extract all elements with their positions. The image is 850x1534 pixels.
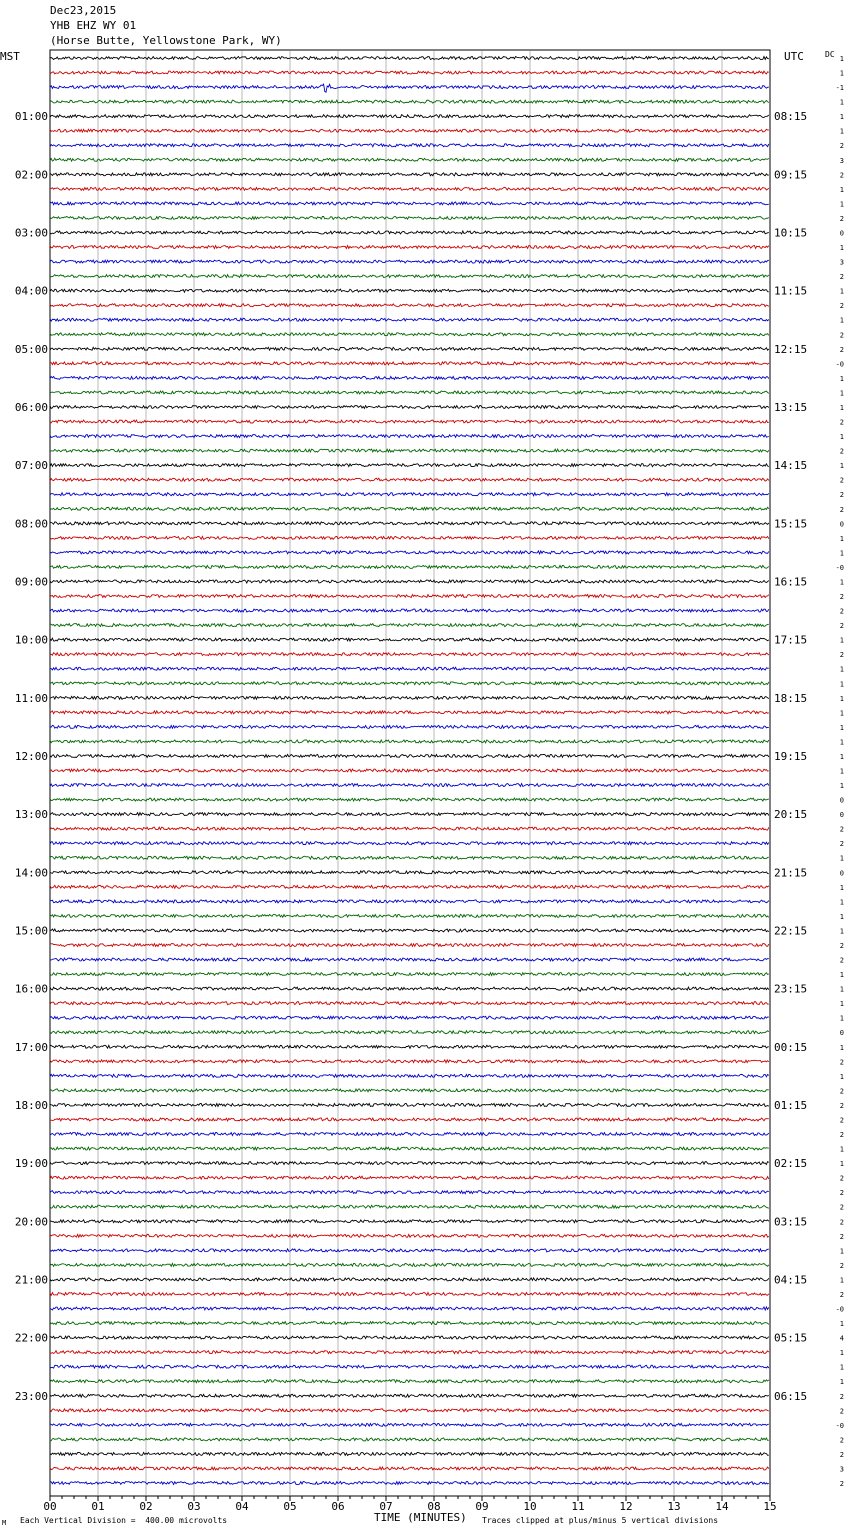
dc-value: 1 bbox=[839, 1247, 844, 1256]
trace-row-92 bbox=[50, 1394, 769, 1397]
hour-label-left: 11:00 bbox=[14, 691, 48, 705]
hour-label-right: 01:15 bbox=[774, 1098, 808, 1112]
trace-row-90 bbox=[50, 1365, 769, 1368]
x-tick-label: 11 bbox=[571, 1500, 585, 1513]
trace-row-85 bbox=[50, 1292, 769, 1295]
dc-value: 1 bbox=[839, 374, 844, 383]
right-timezone-label: UTC bbox=[784, 50, 804, 63]
dc-value: 1 bbox=[839, 549, 844, 558]
x-tick-label: 10 bbox=[523, 1500, 537, 1513]
hour-label-right: 04:15 bbox=[774, 1273, 808, 1287]
dc-value: 2 bbox=[839, 214, 844, 223]
dc-value: -0 bbox=[835, 563, 844, 572]
trace-row-63 bbox=[50, 973, 769, 976]
dc-value: 2 bbox=[839, 1218, 844, 1227]
dc-value: 1 bbox=[839, 723, 844, 732]
dc-value: 2 bbox=[839, 1261, 844, 1270]
dc-value: 3 bbox=[839, 1465, 844, 1474]
dc-value: -1 bbox=[835, 84, 844, 93]
seismic-traces bbox=[50, 57, 769, 1485]
dc-value: 1 bbox=[839, 782, 844, 791]
x-tick-label: 12 bbox=[619, 1500, 633, 1513]
dc-value: 2 bbox=[839, 1174, 844, 1183]
trace-row-54 bbox=[50, 842, 769, 845]
dc-value: 2 bbox=[839, 1189, 844, 1198]
trace-row-27 bbox=[50, 449, 769, 452]
trace-row-51 bbox=[50, 798, 769, 801]
trace-row-77 bbox=[50, 1176, 769, 1179]
trace-row-62 bbox=[50, 958, 769, 961]
trace-row-37 bbox=[50, 595, 769, 598]
trace-row-23 bbox=[50, 391, 769, 394]
trace-row-33 bbox=[50, 536, 769, 539]
dc-value: 0 bbox=[839, 811, 844, 820]
hour-label-left: 14:00 bbox=[14, 866, 48, 880]
trace-row-98 bbox=[50, 1482, 769, 1485]
hour-label-right: 03:15 bbox=[774, 1215, 808, 1229]
hour-label-right: 08:15 bbox=[774, 110, 808, 124]
hour-label-right: 15:15 bbox=[774, 517, 808, 531]
dc-value: 1 bbox=[839, 709, 844, 718]
dc-value: 1 bbox=[839, 433, 844, 442]
trace-row-58 bbox=[50, 900, 769, 903]
trace-row-97 bbox=[50, 1467, 769, 1470]
x-tick-label: 02 bbox=[139, 1500, 153, 1513]
dc-value: 2 bbox=[839, 825, 844, 834]
dc-value: 0 bbox=[839, 520, 844, 529]
hour-label-right: 11:15 bbox=[774, 284, 808, 298]
trace-row-53 bbox=[50, 827, 769, 830]
dc-value: 1 bbox=[839, 927, 844, 936]
dc-value: 2 bbox=[839, 505, 844, 514]
trace-row-16 bbox=[50, 289, 769, 292]
trace-row-93 bbox=[50, 1409, 769, 1412]
hour-label-right: 23:15 bbox=[774, 982, 808, 996]
trace-row-38 bbox=[50, 609, 769, 612]
dc-value: 1 bbox=[839, 1320, 844, 1329]
trace-row-74 bbox=[50, 1133, 769, 1136]
trace-row-73 bbox=[50, 1118, 769, 1121]
trace-row-47 bbox=[50, 740, 769, 743]
trace-row-32 bbox=[50, 522, 769, 525]
dc-value: 2 bbox=[839, 840, 844, 849]
dc-value: 1 bbox=[839, 578, 844, 587]
dc-value: 2 bbox=[839, 1450, 844, 1459]
trace-row-18 bbox=[50, 318, 769, 321]
dc-value: 1 bbox=[839, 1000, 844, 1009]
dc-value: 1 bbox=[839, 883, 844, 892]
trace-row-86 bbox=[50, 1307, 769, 1310]
dc-value: 1 bbox=[839, 55, 844, 63]
trace-row-80 bbox=[50, 1220, 769, 1223]
hour-label-right: 19:15 bbox=[774, 749, 808, 763]
x-tick-label: 09 bbox=[475, 1500, 489, 1513]
trace-row-67 bbox=[50, 1031, 769, 1034]
dc-value: 3 bbox=[839, 258, 844, 267]
dc-value: 2 bbox=[839, 1116, 844, 1125]
trace-row-40 bbox=[50, 638, 769, 641]
hour-label-right: 02:15 bbox=[774, 1157, 808, 1171]
trace-row-5 bbox=[50, 129, 769, 132]
trace-row-94 bbox=[50, 1423, 769, 1426]
header-date: Dec23,2015 bbox=[50, 4, 117, 17]
trace-row-3 bbox=[50, 100, 769, 103]
hour-label-right: 10:15 bbox=[774, 226, 808, 240]
trace-row-89 bbox=[50, 1351, 769, 1354]
dc-value: 1 bbox=[839, 287, 844, 296]
x-tick-label: 03 bbox=[187, 1500, 201, 1513]
dc-header-label: DC bbox=[825, 50, 835, 59]
dc-value: 2 bbox=[839, 491, 844, 500]
trace-row-42 bbox=[50, 667, 769, 670]
dc-value: 2 bbox=[839, 622, 844, 631]
trace-row-31 bbox=[50, 507, 769, 510]
hour-label-right: 09:15 bbox=[774, 168, 808, 182]
dc-value: 1 bbox=[839, 738, 844, 747]
hour-label-left: 21:00 bbox=[14, 1273, 48, 1287]
dc-value: 1 bbox=[839, 1349, 844, 1358]
dc-value: 2 bbox=[839, 1480, 844, 1488]
hour-label-right: 22:15 bbox=[774, 924, 808, 938]
trace-row-76 bbox=[50, 1162, 769, 1165]
hour-label-right: 00:15 bbox=[774, 1040, 808, 1054]
dc-value: 2 bbox=[839, 273, 844, 282]
trace-row-75 bbox=[50, 1147, 769, 1150]
x-tick-label: 07 bbox=[379, 1500, 393, 1513]
hour-label-left: 05:00 bbox=[14, 342, 48, 356]
trace-row-83 bbox=[50, 1263, 769, 1266]
dc-value: 4 bbox=[839, 1334, 844, 1343]
dc-value: 1 bbox=[839, 534, 844, 543]
x-tick-label: 14 bbox=[715, 1500, 729, 1513]
dc-value: 1 bbox=[839, 971, 844, 980]
trace-row-61 bbox=[50, 944, 769, 947]
dc-value: 1 bbox=[839, 636, 844, 645]
dc-value: -0 bbox=[835, 1421, 844, 1430]
dc-value: 1 bbox=[839, 898, 844, 907]
trace-row-29 bbox=[50, 478, 769, 481]
trace-row-1 bbox=[50, 71, 769, 74]
dc-value: 2 bbox=[839, 171, 844, 180]
trace-row-70 bbox=[50, 1074, 769, 1077]
trace-row-4 bbox=[50, 115, 769, 118]
dc-value: 1 bbox=[839, 665, 844, 674]
trace-row-78 bbox=[50, 1191, 769, 1194]
hour-label-left: 13:00 bbox=[14, 808, 48, 822]
hour-label-left: 19:00 bbox=[14, 1157, 48, 1171]
hour-label-right: 16:15 bbox=[774, 575, 808, 589]
trace-row-20 bbox=[50, 347, 769, 350]
trace-row-9 bbox=[50, 187, 769, 190]
dc-value: 1 bbox=[839, 98, 844, 107]
trace-row-91 bbox=[50, 1380, 769, 1383]
trace-row-36 bbox=[50, 580, 769, 583]
trace-row-69 bbox=[50, 1060, 769, 1063]
trace-row-24 bbox=[50, 406, 769, 409]
dc-value: 2 bbox=[839, 1392, 844, 1401]
trace-row-11 bbox=[50, 216, 769, 219]
dc-value: 2 bbox=[839, 1290, 844, 1299]
dc-value: 0 bbox=[839, 229, 844, 238]
hour-label-left: 18:00 bbox=[14, 1098, 48, 1112]
dc-value: 1 bbox=[839, 912, 844, 921]
header-station: YHB EHZ WY 01 bbox=[50, 19, 137, 32]
footer-clip-note: Traces clipped at plus/minus 5 vertical divisions bbox=[482, 1516, 719, 1525]
trace-row-8 bbox=[50, 173, 769, 176]
dc-value: 1 bbox=[839, 185, 844, 194]
trace-row-10 bbox=[50, 202, 769, 205]
dc-value: -0 bbox=[835, 360, 844, 369]
trace-row-35 bbox=[50, 565, 769, 568]
dc-value: 2 bbox=[839, 345, 844, 354]
trace-row-17 bbox=[50, 304, 769, 307]
hour-label-left: 15:00 bbox=[14, 924, 48, 938]
trace-row-15 bbox=[50, 275, 769, 278]
hour-label-left: 12:00 bbox=[14, 749, 48, 763]
hour-label-right: 21:15 bbox=[774, 866, 808, 880]
trace-row-79 bbox=[50, 1205, 769, 1208]
dc-value: 1 bbox=[839, 985, 844, 994]
trace-row-2 bbox=[50, 84, 769, 92]
dc-value: 1 bbox=[839, 316, 844, 325]
hour-label-right: 06:15 bbox=[774, 1389, 808, 1403]
trace-row-96 bbox=[50, 1452, 769, 1455]
trace-row-30 bbox=[50, 493, 769, 496]
x-tick-label: 04 bbox=[235, 1500, 249, 1513]
dc-value: 1 bbox=[839, 1043, 844, 1052]
hour-label-left: 17:00 bbox=[14, 1040, 48, 1054]
dc-value: 1 bbox=[839, 1363, 844, 1372]
trace-row-71 bbox=[50, 1089, 769, 1092]
dc-value: 2 bbox=[839, 1131, 844, 1140]
trace-row-52 bbox=[50, 813, 769, 816]
hour-label-left: 16:00 bbox=[14, 982, 48, 996]
trace-row-39 bbox=[50, 624, 769, 627]
dc-value: -0 bbox=[835, 1305, 844, 1314]
hour-label-left: 09:00 bbox=[14, 575, 48, 589]
dc-value: 2 bbox=[839, 956, 844, 965]
dc-value: 2 bbox=[839, 941, 844, 950]
trace-row-50 bbox=[50, 784, 769, 787]
dc-value: 3 bbox=[839, 156, 844, 165]
left-timezone-label: MST bbox=[0, 50, 20, 63]
trace-row-81 bbox=[50, 1234, 769, 1237]
dc-value: 2 bbox=[839, 447, 844, 456]
dc-value: 2 bbox=[839, 607, 844, 616]
dc-value: 1 bbox=[839, 1378, 844, 1387]
hour-label-right: 12:15 bbox=[774, 342, 808, 356]
trace-row-26 bbox=[50, 435, 769, 438]
hour-label-right: 05:15 bbox=[774, 1331, 808, 1345]
trace-row-0 bbox=[50, 57, 769, 60]
trace-row-6 bbox=[50, 144, 769, 147]
hour-label-left: 22:00 bbox=[14, 1331, 48, 1345]
trace-row-19 bbox=[50, 333, 769, 336]
trace-row-57 bbox=[50, 885, 769, 888]
dc-value: 0 bbox=[839, 869, 844, 878]
x-tick-label: 08 bbox=[427, 1500, 441, 1513]
hour-label-left: 04:00 bbox=[14, 284, 48, 298]
hour-label-left: 23:00 bbox=[14, 1389, 48, 1403]
hour-label-right: 13:15 bbox=[774, 400, 808, 414]
dc-value: 1 bbox=[839, 462, 844, 471]
trace-row-25 bbox=[50, 420, 769, 423]
x-tick-label: 13 bbox=[667, 1500, 681, 1513]
dc-value: 2 bbox=[839, 1087, 844, 1096]
dc-value: 2 bbox=[839, 1058, 844, 1067]
dc-value: 1 bbox=[839, 389, 844, 398]
trace-row-34 bbox=[50, 551, 769, 554]
dc-value: 1 bbox=[839, 752, 844, 761]
dc-value: 2 bbox=[839, 651, 844, 660]
trace-row-41 bbox=[50, 653, 769, 656]
hour-label-left: 01:00 bbox=[14, 110, 48, 124]
trace-row-68 bbox=[50, 1045, 769, 1048]
dc-value: 1 bbox=[839, 113, 844, 122]
dc-value: 2 bbox=[839, 1203, 844, 1212]
dc-value: 1 bbox=[839, 127, 844, 136]
hour-label-right: 17:15 bbox=[774, 633, 808, 647]
dc-value: 1 bbox=[839, 694, 844, 703]
trace-row-56 bbox=[50, 871, 769, 874]
trace-row-21 bbox=[50, 362, 769, 365]
trace-row-49 bbox=[50, 769, 769, 772]
trace-row-43 bbox=[50, 682, 769, 685]
trace-row-55 bbox=[50, 856, 769, 859]
footer-scale-note: Each Vertical Division = 400.00 microvolts bbox=[20, 1516, 228, 1525]
trace-row-88 bbox=[50, 1336, 769, 1339]
dc-value: 1 bbox=[839, 1145, 844, 1154]
x-tick-label: 05 bbox=[283, 1500, 297, 1513]
dc-value: 2 bbox=[839, 1101, 844, 1110]
trace-row-7 bbox=[50, 158, 769, 161]
hour-label-left: 20:00 bbox=[14, 1215, 48, 1229]
trace-row-28 bbox=[50, 464, 769, 467]
dc-value: 1 bbox=[839, 244, 844, 253]
dc-value: 2 bbox=[839, 331, 844, 340]
x-tick-label: 00 bbox=[43, 1500, 57, 1513]
trace-row-13 bbox=[50, 246, 769, 249]
dc-value: 1 bbox=[839, 680, 844, 689]
dc-value: 2 bbox=[839, 593, 844, 602]
hour-label-left: 02:00 bbox=[14, 168, 48, 182]
dc-value: 2 bbox=[839, 1436, 844, 1445]
trace-row-48 bbox=[50, 754, 769, 757]
trace-row-45 bbox=[50, 711, 769, 714]
hour-label-left: 08:00 bbox=[14, 517, 48, 531]
dc-value: 1 bbox=[839, 69, 844, 78]
trace-row-72 bbox=[50, 1103, 769, 1106]
dc-value: 0 bbox=[839, 796, 844, 805]
x-tick-label: 06 bbox=[331, 1500, 345, 1513]
hour-label-left: 07:00 bbox=[14, 459, 48, 473]
trace-row-22 bbox=[50, 376, 769, 379]
trace-row-60 bbox=[50, 929, 769, 932]
hour-label-left: 10:00 bbox=[14, 633, 48, 647]
hour-label-right: 20:15 bbox=[774, 808, 808, 822]
dc-value: 1 bbox=[839, 200, 844, 209]
dc-value: 2 bbox=[839, 418, 844, 427]
dc-value: 2 bbox=[839, 1407, 844, 1416]
dc-value: 0 bbox=[839, 1029, 844, 1038]
hour-label-left: 06:00 bbox=[14, 400, 48, 414]
trace-row-87 bbox=[50, 1322, 769, 1325]
dc-value: 2 bbox=[839, 302, 844, 311]
dc-value: 2 bbox=[839, 142, 844, 151]
trace-row-64 bbox=[50, 987, 769, 991]
trace-row-59 bbox=[50, 914, 769, 917]
x-axis-title: TIME (MINUTES) bbox=[374, 1511, 467, 1524]
dc-value: 2 bbox=[839, 476, 844, 485]
x-tick-label: 15 bbox=[763, 1500, 777, 1513]
dc-value: 1 bbox=[839, 1014, 844, 1023]
dc-value: 1 bbox=[839, 1160, 844, 1169]
dc-value: 1 bbox=[839, 1276, 844, 1285]
trace-row-12 bbox=[50, 231, 769, 234]
dc-value: 1 bbox=[839, 403, 844, 412]
dc-value: 1 bbox=[839, 854, 844, 863]
trace-row-14 bbox=[50, 260, 769, 263]
header-location: (Horse Butte, Yellowstone Park, WY) bbox=[50, 34, 282, 47]
footer-mark: M bbox=[2, 1519, 7, 1527]
trace-row-82 bbox=[50, 1249, 769, 1252]
trace-row-44 bbox=[50, 696, 769, 699]
trace-row-95 bbox=[50, 1438, 769, 1441]
trace-row-84 bbox=[50, 1278, 769, 1281]
dc-value: 1 bbox=[839, 767, 844, 776]
dc-value: 2 bbox=[839, 1232, 844, 1241]
dc-offset-labels bbox=[836, 55, 844, 1488]
dc-value: 1 bbox=[839, 1072, 844, 1081]
trace-row-46 bbox=[50, 725, 769, 728]
hour-label-right: 18:15 bbox=[774, 691, 808, 705]
x-tick-label: 01 bbox=[91, 1500, 105, 1513]
trace-row-65 bbox=[50, 1002, 769, 1005]
trace-row-66 bbox=[50, 1016, 769, 1019]
hour-label-left: 03:00 bbox=[14, 226, 48, 240]
hour-label-right: 14:15 bbox=[774, 459, 808, 473]
